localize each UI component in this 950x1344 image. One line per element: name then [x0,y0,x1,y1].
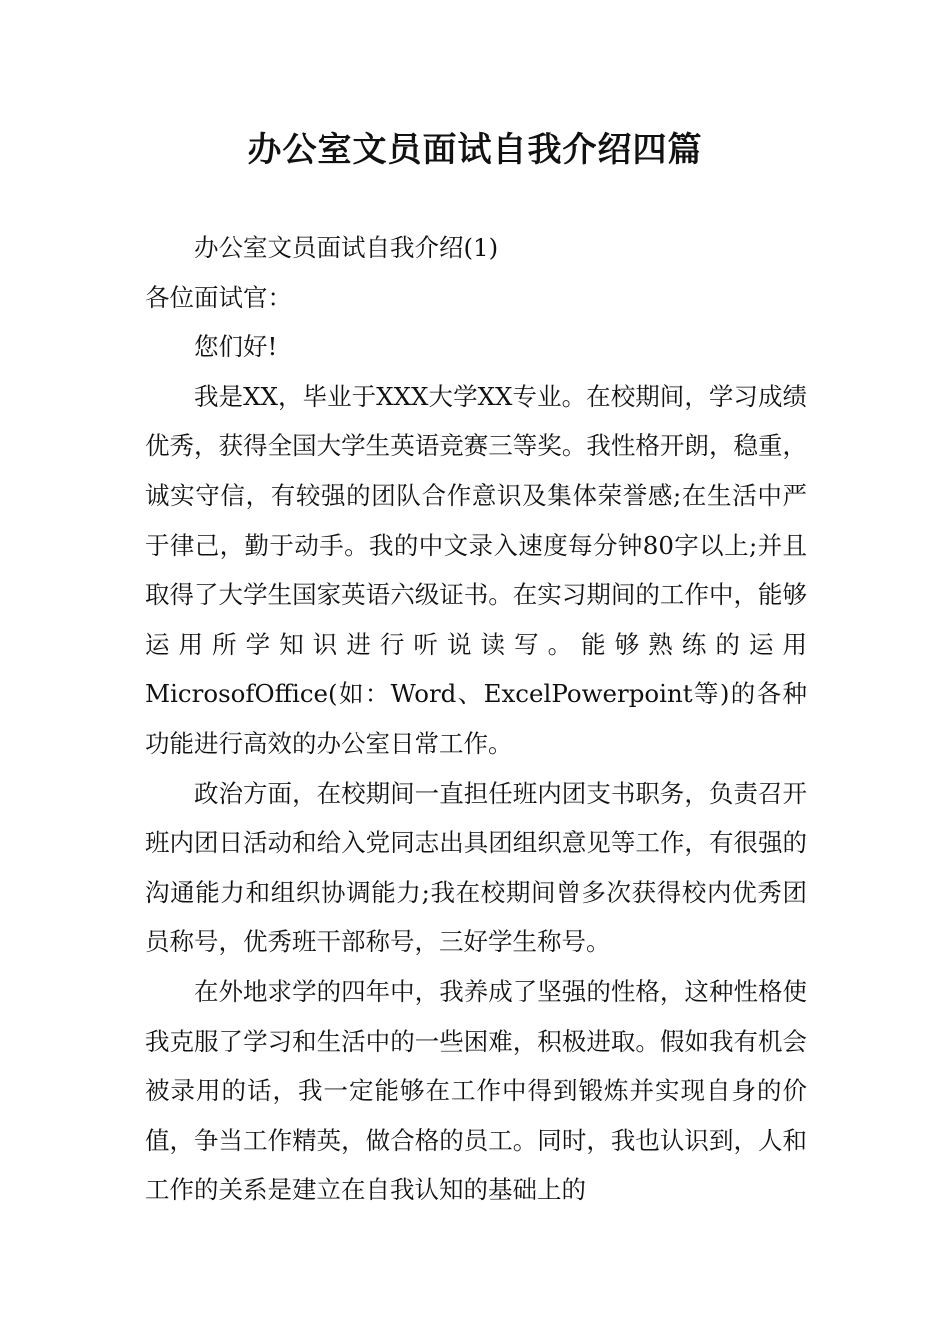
paragraph-education: 我是XX，毕业于XXX大学XX专业。在校期间，学习成绩优秀，获得全国大学生英语竞赛三等奖。我性格开朗，稳重，诚实守信，有较强的团队合作意识及集体荣誉感;在生活中严于律己，勤于动手。我的中文录入速度每分钟80字以上;并且取得了大学生国家英语六级证书。在实习期间的工作中，能够运用所学知识进行听说读写。能够熟练的运用MicrosofOffice(如：Word、ExcelPowerpoint等)的各种功能进行高效的办公室日常工作。 [145,381,807,758]
paragraph-politics: 政治方面，在校期间一直担任班内团支书职务，负责召开班内团日活动和给入党同志出具团组织意见等工作，有很强的沟通能力和组织协调能力;我在校期间曾多次获得校内优秀团员称号，优秀班干部称号，三好学生称号。 [145,778,807,957]
paragraph-character: 在外地求学的四年中，我养成了坚强的性格，这种性格使我克服了学习和生活中的一些困难，积极进取。假如我有机会被录用的话，我一定能够在工作中得到锻炼并实现自身的价值，争当工作精英，做合格的员工。同时，我也认识到，人和工作的关系是建立在自我认知的基础上的 [145,976,807,1205]
salutation: 各位面试官： [145,282,292,312]
document-body [145,223,807,1215]
greeting: 您们好! [194,332,278,362]
document-title: 办公室文员面试自我介绍四篇 [247,130,703,170]
section-subtitle: 办公室文员面试自我介绍(1) [194,233,499,262]
